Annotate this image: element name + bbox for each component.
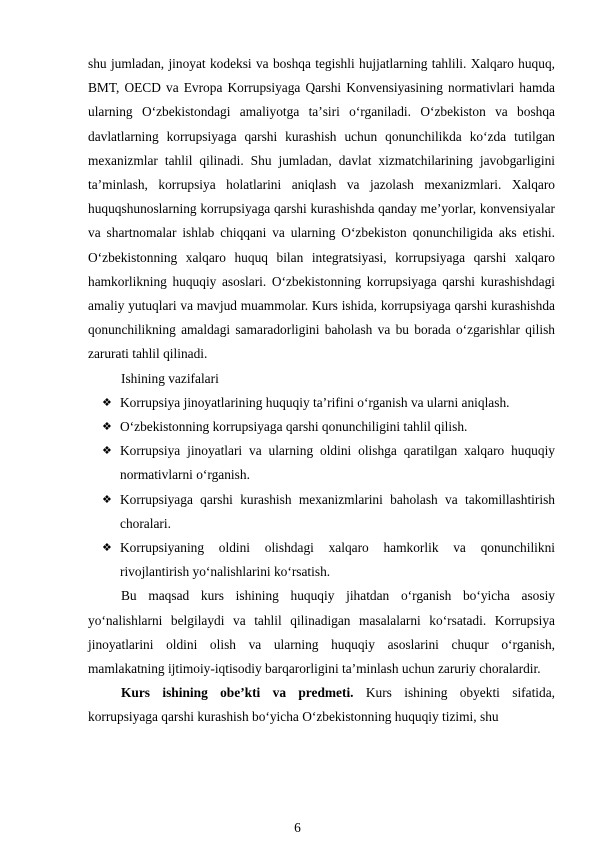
- list-item-text: Oʻzbekistonning korrupsiyaga qarshi qonunchiligini tahlil qilish.: [120, 419, 468, 435]
- diamond-bullet-icon: ❖: [102, 445, 112, 458]
- diamond-bullet-icon: ❖: [102, 542, 112, 555]
- diamond-bullet-icon: ❖: [102, 396, 112, 409]
- section-title: Kurs ishining obeʼkti va predmeti.: [121, 685, 354, 701]
- list-item-text: Korrupsiyaning oldini olishdagi xalqaro hamkorlik va qonunchilikni rivojlantirish yoʻnalishlarini koʻrsatish.: [120, 540, 555, 580]
- list-item: [88, 391, 555, 415]
- page-number: 6: [294, 820, 301, 835]
- body-paragraph-2: Bu maqsad kurs ishining huquqiy jihatdan oʻrganish boʻyicha asosiy yoʻnalishlarni belgilaydi va tahlil qilinadigan masalalarni koʻrsatadi. Korrupsiya jinoyatlarini oldini olish va ularning huquqiy asoslarini chuqur oʻrganish, mamlakatning ijtimoiy-iqtisodiy barqarorligini taʼminlash uchun zaruriy choralardir.: [88, 588, 555, 677]
- body-paragraph-3: [88, 681, 555, 729]
- diamond-bullet-icon: ❖: [102, 421, 112, 434]
- tasks-list: [88, 391, 555, 585]
- diamond-bullet-icon: ❖: [102, 493, 112, 506]
- tasks-heading: Ishining vazifalari: [121, 370, 219, 386]
- list-item: [88, 415, 555, 439]
- section-text: Kurs ishining obyekti sifatida, korrupsiyaga qarshi kurashish boʻyicha Oʻzbekistonning huquqiy tizimi, shu: [88, 685, 555, 725]
- list-item-text: Korrupsiya jinoyatlarining huquqiy taʼrifini oʻrganish va ularni aniqlash.: [120, 394, 510, 410]
- body-paragraph-1: shu jumladan, jinoyat kodeksi va boshqa tegishli hujjatlarning tahlili. Xalqaro huquq, BMT, OECD va Evropa Korrupsiyaga Qarshi Konvensiyasining normativlari hamda ularning Oʻzbekistondagi amaliyotga taʼsiri oʻrganiladi. Oʻzbekiston va boshqa davlatlarning korrupsiyaga qarshi kurashish uchun qonunchilikda koʻzda tutilgan mexanizmlar tahlil qilinadi. Shu jumladan, davlat xizmatchilarining javobgarligini taʼminlash, korrupsiya holatlarini aniqlash va jazolash mexanizmlari. Xalqaro huquqshunoslarning korrupsiyaga qarshi kurashishda qanday meʼyorlar, konvensiyalar va shartnomalar ishlab chiqqani va ularning Oʻzbekiston qonunchiligida aks etishi. Oʻzbekistonning xalqaro huquq bilan integratsiyasi, korrupsiyaga qarshi xalqaro hamkorlikning huquqiy asoslari. Oʻzbekistonning korrupsiyaga qarshi kurashishdagi amaliy yutuqlari va mavjud muammolar. Kurs ishida, korrupsiyaga qarshi kurashishda qonunchilikning amaldagi samaradorligini baholash va bu borada oʻzgarishlar qilish zarurati tahlil qilinadi.: [88, 56, 555, 362]
- list-item: [88, 439, 555, 487]
- list-item: [88, 488, 555, 536]
- page-body: [88, 52, 555, 730]
- list-item: [88, 536, 555, 584]
- list-item-text: Korrupsiya jinoyatlari va ularning oldini olishga qaratilgan xalqaro huquqiy normativlarni oʻrganish.: [120, 443, 555, 483]
- list-item-text: Korrupsiyaga qarshi kurashish mexanizmlarini baholash va takomillashtirish choralari.: [120, 491, 555, 531]
